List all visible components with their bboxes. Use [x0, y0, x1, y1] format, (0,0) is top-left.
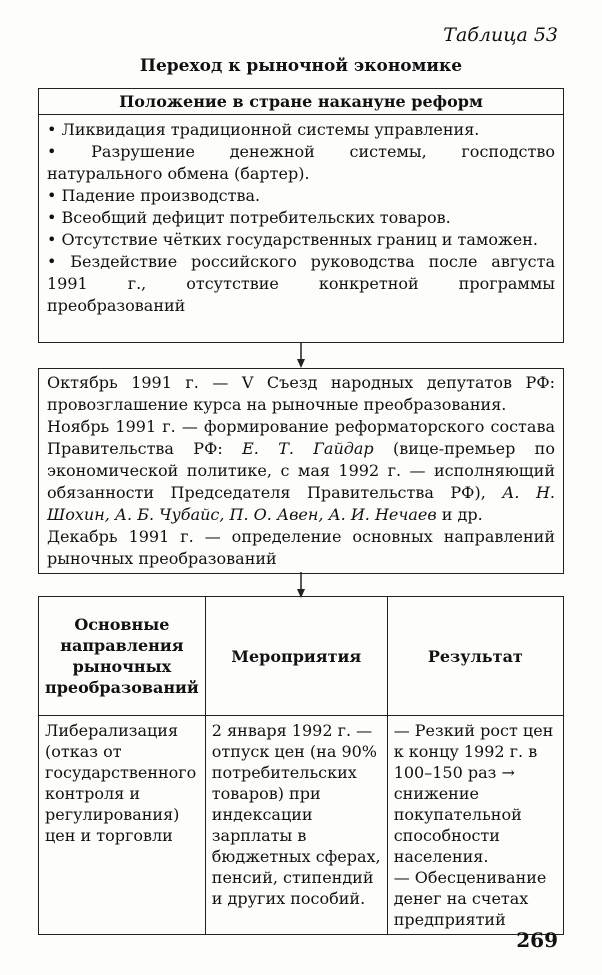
cell-measures: 2 января 1992 г. — отпуск цен (на 90% потребительских товаров) при индексации зарплаты в бюджетных сферах, пенсий, стипендий и других пособий. — [205, 716, 387, 935]
reformers-names: А. Н. Шохин, А. Б. Чубайс, П. О. Авен, А. И. Нечаев — [47, 483, 556, 524]
event-december: Декабрь 1991 г. — определение основных направлений рыночных преобразований — [47, 527, 555, 568]
header-directions: Основные направления рыночных преобразований — [39, 597, 206, 716]
event-october: Октябрь 1991 г. — V Съезд народных депутатов РФ: провозглашение курса на рыночные преобразования. — [47, 373, 555, 414]
table-number: Таблица 53 — [443, 24, 558, 46]
event-november — [47, 416, 555, 526]
cell-result — [387, 716, 563, 935]
event-november-role: (вице-премьер по экономической политике, с мая 1992 г. — исполняющий обязанности Председателя Правительства РФ), — [47, 439, 555, 502]
list-item: • Отсутствие чётких государственных границ и таможен. — [47, 229, 555, 251]
events-box — [38, 368, 564, 574]
event-november-text: Ноябрь 1991 г. — формирование реформаторского состава Правительства РФ: — [47, 417, 555, 458]
list-item: • Разрушение денежной системы, господство натурального обмена (бартер). — [47, 141, 555, 185]
result-line-2: — Обесценивание денег на счетах предприятий — [393, 868, 547, 929]
list-item: • Всеобщий дефицит потребительских товаров. — [47, 207, 555, 229]
page-title: Переход к рыночной экономике — [139, 56, 463, 76]
gaidar-name: Е. Т. Гайдар — [242, 439, 374, 458]
header-result: Результат — [387, 597, 563, 716]
down-arrow-icon — [295, 342, 307, 368]
table-row — [39, 716, 564, 935]
list-item: • Падение производства. — [47, 185, 555, 207]
reforms-table — [38, 596, 564, 935]
page-number: 269 — [516, 928, 558, 952]
list-item: • Бездействие российского руководства после августа 1991 г., отсутствие конкретной программы преобразований — [47, 251, 555, 317]
list-item: • Ликвидация традиционной системы управления. — [47, 119, 555, 141]
cell-direction: Либерализация (отказ от государственного контроля и регулирования) цен и торговли — [39, 716, 206, 935]
situation-box — [38, 88, 564, 343]
situation-list — [39, 115, 563, 317]
header-measures: Мероприятия — [205, 597, 387, 716]
table-header-row — [39, 597, 564, 716]
result-line-1: — Резкий рост цен к концу 1992 г. в 100–150 раз → снижение покупательной способности населения. — [393, 721, 554, 866]
down-arrow-icon — [295, 572, 307, 598]
situation-heading: Положение в стране накануне реформ — [39, 89, 563, 115]
event-november-end: и др. — [436, 505, 483, 524]
